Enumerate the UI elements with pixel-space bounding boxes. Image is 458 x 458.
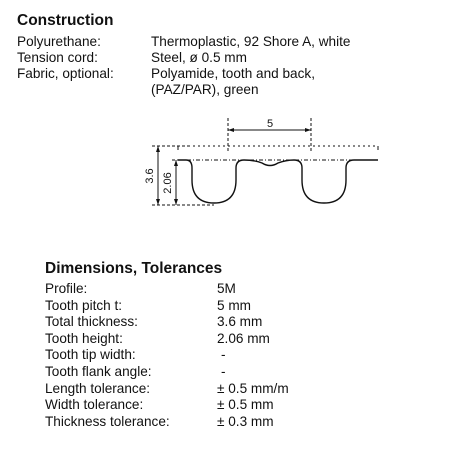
dimensions-label-thickness-tolerance: Thickness tolerance: — [45, 413, 170, 429]
dimensions-label-tooth-height: Tooth height: — [45, 330, 123, 346]
construction-label-tension-cord: Tension cord: — [17, 50, 98, 65]
construction-heading: Construction — [17, 12, 114, 29]
dimensions-label-profile: Profile: — [45, 281, 88, 296]
dimensions-value-tooth-height: 2.06 mm — [217, 330, 270, 346]
belt-bottom-contour — [178, 160, 378, 203]
tooth-height-label: 2.06 — [162, 172, 174, 194]
dimensions-label-tooth-pitch: Tooth pitch t: — [45, 297, 123, 313]
dimensions-label-tooth-tip-width: Tooth tip width: — [45, 347, 136, 363]
construction-value-fabric-cont: (PAZ/PAR), green — [151, 82, 259, 97]
construction-value-fabric: Polyamide, tooth and back, — [151, 66, 315, 81]
dimensions-value-total-thickness: 3.6 mm — [217, 314, 263, 330]
construction-value-polyurethane: Thermoplastic, 92 Shore A, white — [151, 34, 351, 49]
dimensions-value-profile: 5M — [217, 281, 236, 296]
dimensions-label-length-tolerance: Length tolerance: — [45, 380, 151, 396]
dimensions-label-width-tolerance: Width tolerance: — [45, 397, 144, 413]
construction-label-fabric: Fabric, optional: — [17, 66, 114, 81]
dimensions-label-total-thickness: Total thickness: — [45, 314, 138, 330]
construction-label-polyurethane: Polyurethane: — [17, 34, 101, 49]
dimensions-value-width-tolerance: ± 0.5 mm — [217, 397, 274, 413]
dimensions-value-length-tolerance: ± 0.5 mm/m — [217, 380, 289, 396]
total-thickness-label: 3.6 — [144, 168, 156, 184]
dimensions-value-tooth-flank-angle: - — [221, 364, 226, 379]
dimensions-value-tooth-pitch: 5 mm — [217, 297, 251, 313]
pitch-label: 5 — [266, 118, 274, 130]
dimensions-value-tooth-tip-width: - — [221, 347, 226, 363]
belt-profile-drawing — [130, 110, 390, 220]
dimensions-heading: Dimensions, Tolerances — [45, 260, 223, 277]
dimensions-value-thickness-tolerance: ± 0.3 mm — [217, 413, 274, 429]
construction-value-tension-cord: Steel, ø 0.5 mm — [151, 50, 247, 65]
dimensions-label-tooth-flank-angle: Tooth flank angle: — [45, 364, 152, 379]
